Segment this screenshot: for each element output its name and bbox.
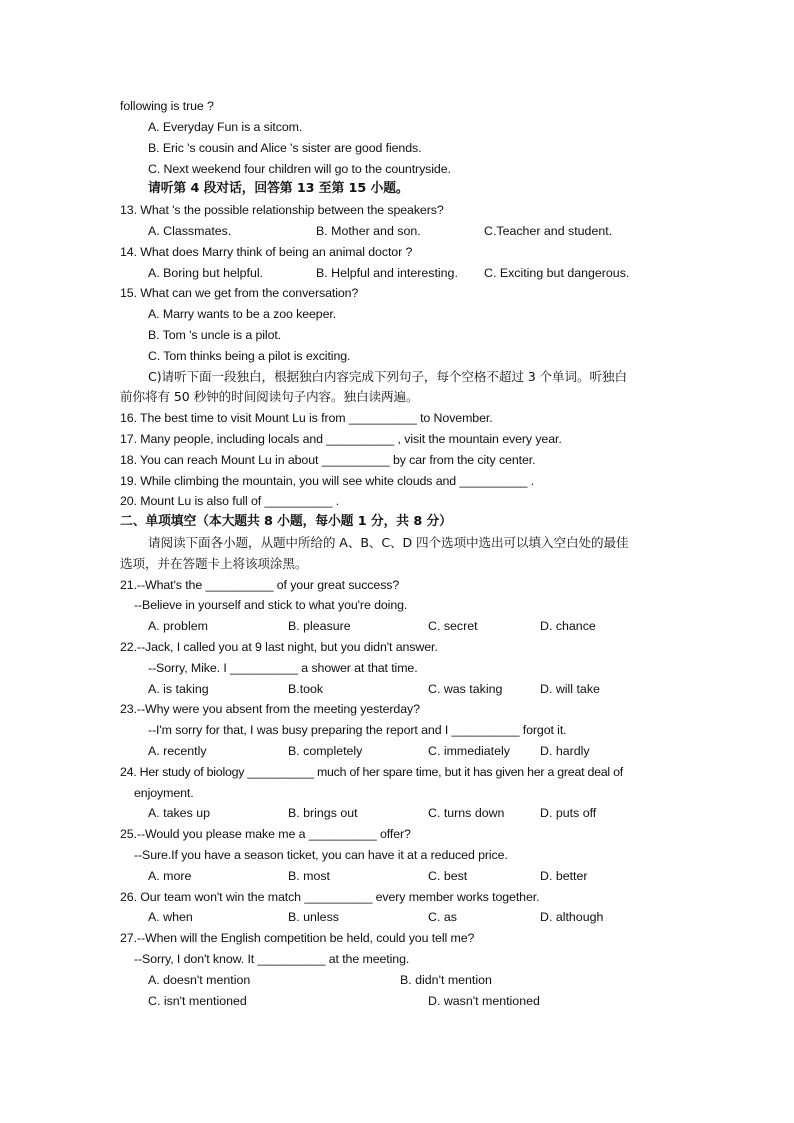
q22-option-b: B.took (288, 682, 324, 696)
q23-response: --I'm sorry for that, I was busy preparing the report and I __________ forgot it. (148, 723, 567, 737)
q12-option-a: A. Everyday Fun is a sitcom. (148, 120, 303, 134)
question-17: 17. Many people, including locals and __________ , visit the mountain every year. (120, 432, 562, 446)
section-4-instruction: 请听第 4 段对话，回答第 13 至第 15 小题。 (148, 181, 409, 196)
q26-option-c: C. as (428, 910, 457, 924)
q26-option-d: D. although (540, 910, 604, 924)
q22-option-a: A. is taking (148, 682, 209, 696)
q22-response: --Sorry, Mike. I __________ a shower at that time. (148, 661, 418, 675)
q23-option-a: A. recently (148, 744, 207, 758)
q12-option-c: C. Next weekend four children will go to the countryside. (148, 162, 451, 176)
q25-option-d: D. better (540, 869, 588, 883)
q24-option-d: D. puts off (540, 806, 597, 820)
q21-option-b: B. pleasure (288, 619, 351, 633)
q27-option-d: D. wasn't mentioned (428, 994, 540, 1008)
question-21: 21.--What's the __________ of your great success? (120, 578, 400, 592)
q25-option-b: B. most (288, 869, 330, 883)
q14-option-c: C. Exciting but dangerous. (484, 266, 630, 280)
q23-option-c: C. immediately (428, 744, 510, 758)
q23-option-b: B. completely (288, 744, 363, 758)
q13-option-a: A. Classmates. (148, 224, 232, 238)
q13-option-b: B. Mother and son. (316, 224, 421, 238)
q27-option-b: B. didn't mention (400, 973, 492, 987)
q25-response: --Sure.If you have a season ticket, you can have it at a reduced price. (134, 848, 508, 862)
q21-option-a: A. problem (148, 619, 208, 633)
question-26: 26. Our team won't win the match __________ every member works together. (120, 890, 540, 904)
q24-option-c: C. turns down (428, 806, 505, 820)
section-2-instruction-line1: 请阅读下面各小题，从题中所给的 A、B、C、D 四个选项中选出可以填入空白处的最佳 (148, 535, 629, 550)
q24-option-b: B. brings out (288, 806, 358, 820)
question-14: 14. What does Marry think of being an animal doctor ? (120, 245, 413, 259)
question-25: 25.--Would you please make me a __________ offer? (120, 827, 411, 841)
q27-option-c: C. isn't mentioned (148, 994, 247, 1008)
question-27: 27.--When will the English competition be held, could you tell me? (120, 931, 475, 945)
q23-option-d: D. hardly (540, 744, 590, 758)
q15-option-b: B. Tom 's uncle is a pilot. (148, 328, 282, 342)
q22-option-d: D. will take (540, 682, 600, 696)
q27-response: --Sorry, I don't know. It __________ at the meeting. (134, 952, 410, 966)
q24-option-a: A. takes up (148, 806, 210, 820)
question-23: 23.--Why were you absent from the meeting yesterday? (120, 702, 420, 716)
q21-response: --Believe in yourself and stick to what you're doing. (134, 598, 408, 612)
question-22: 22.--Jack, I called you at 9 last night, but you didn't answer. (120, 640, 438, 654)
question-19: 19. While climbing the mountain, you will see white clouds and __________ . (120, 474, 535, 488)
q25-option-a: A. more (148, 869, 192, 883)
question-18: 18. You can reach Mount Lu in about __________ by car from the city center. (120, 453, 536, 467)
q13-option-c: C.Teacher and student. (484, 224, 613, 238)
section-c-instruction-line1: C)请听下面一段独白，根据独白内容完成下列句子，每个空格不超过 3 个单词。听独白 (148, 369, 628, 384)
question-13: 13. What 's the possible relationship between the speakers? (120, 203, 444, 217)
q26-option-a: A. when (148, 910, 193, 924)
question-15: 15. What can we get from the conversation? (120, 286, 359, 300)
q15-option-c: C. Tom thinks being a pilot is exciting. (148, 349, 351, 363)
question-16: 16. The best time to visit Mount Lu is from __________ to November. (120, 411, 493, 425)
question-12-stem-end: following is true ? (120, 99, 214, 113)
question-20: 20. Mount Lu is also full of __________ . (120, 494, 340, 508)
q26-option-b: B. unless (288, 910, 339, 924)
q21-option-c: C. secret (428, 619, 478, 633)
section-c-instruction-line2: 前你将有 50 秒钟的时间阅读句子内容。独白读两遍。 (120, 389, 419, 404)
q25-option-c: C. best (428, 869, 468, 883)
q14-option-a: A. Boring but helpful. (148, 266, 264, 280)
q21-option-d: D. chance (540, 619, 596, 633)
q22-option-c: C. was taking (428, 682, 503, 696)
question-24-continued: enjoyment. (134, 786, 194, 800)
q12-option-b: B. Eric 's cousin and Alice 's sister are good fiends. (148, 141, 422, 155)
section-2-heading: 二、单项填空（本大题共 8 小题，每小题 1 分，共 8 分） (120, 514, 452, 529)
section-2-instruction-line2: 选项，并在答题卡上将该项涂黑。 (120, 556, 308, 571)
q27-option-a: A. doesn't mention (148, 973, 251, 987)
q14-option-b: B. Helpful and interesting. (316, 266, 458, 280)
question-24: 24. Her study of biology __________ much of her spare time, but it has given her a great deal of (120, 765, 623, 779)
q15-option-a: A. Marry wants to be a zoo keeper. (148, 307, 337, 321)
